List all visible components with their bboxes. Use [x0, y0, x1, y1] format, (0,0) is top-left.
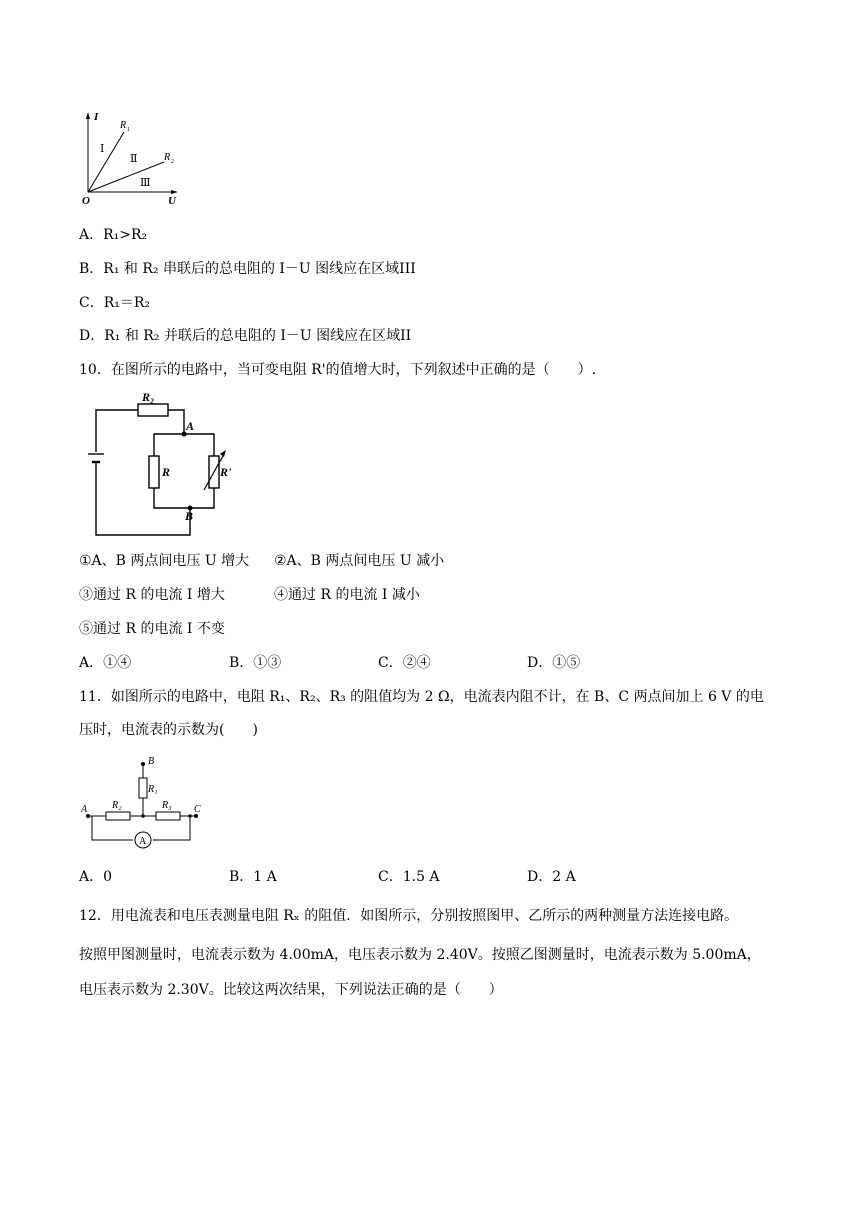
q10-option-c: C．②④: [378, 655, 431, 671]
q11-b-label: B: [148, 756, 155, 767]
region-2-label: Ⅱ: [130, 153, 138, 165]
q10-option-b: B．①③: [229, 655, 282, 671]
q11-option-b: B．1 A: [229, 869, 277, 885]
q11-stem-line2: 压时，电流表的示数为( ): [79, 722, 258, 738]
q11-r2-label: R₂: [112, 800, 122, 811]
q9-option-d: D．R₁ 和 R₂ 并联后的总电阻的 I－U 图线应在区域II: [79, 328, 412, 344]
q11-circuit-figure: [78, 752, 208, 850]
q11-ammeter-label: A: [139, 836, 147, 847]
q10-option-d: D．①⑤: [527, 655, 581, 671]
axis-i-label: I: [94, 111, 99, 123]
q11-c-label: C: [194, 804, 201, 815]
q11-option-d: D．2 A: [527, 869, 576, 885]
q10-statement-1: ①A、B 两点间电压 U 增大: [79, 553, 250, 569]
q11-option-c: C．1.5 A: [378, 869, 440, 885]
q10-b-label: B: [185, 509, 194, 523]
q9-option-a: A．R₁>R₂: [79, 227, 148, 243]
q11-a-label: A: [81, 804, 88, 815]
q10-statement-5: ⑤通过 R 的电流 I 不变: [79, 621, 225, 637]
q10-statement-3: ③通过 R 的电流 I 增大: [79, 587, 225, 603]
iu-graph-figure: [78, 108, 188, 208]
q10-statement-4: ④通过 R 的电流 I 减小: [274, 587, 420, 603]
r1-line: [88, 132, 124, 192]
q10-r-label: R: [162, 465, 171, 479]
q11-r3-label: R₃: [162, 800, 172, 811]
q11-option-a: A．0: [79, 869, 113, 885]
r2-line: [88, 162, 164, 192]
q12-line3: 电压表示数为 2.30V。比较这两次结果，下列说法正确的是（ ）: [79, 982, 503, 998]
q9-option-c: C．R₁＝R₂: [79, 295, 151, 311]
region-1-label: Ⅰ: [100, 143, 105, 155]
q10-circuit-figure: [86, 390, 236, 540]
r1-sub: 1: [127, 127, 130, 133]
q10-stem: 10．在图所示的电路中，当可变电阻 R'的值增大时，下列叙述中正确的是（ ）.: [79, 362, 597, 378]
r2-label: R: [164, 152, 171, 163]
axis-u-label: U: [168, 195, 176, 207]
q10-r2-label: R₂: [142, 390, 155, 404]
q9-option-b: B．R₁ 和 R₂ 串联后的总电阻的 I－U 图线应在区域III: [79, 261, 416, 277]
r2-sub: 2: [171, 159, 174, 165]
q10-rp-label: R': [220, 465, 232, 479]
origin-label: O: [82, 195, 90, 207]
r1-label: R: [120, 120, 127, 131]
q10-a-label: A: [186, 419, 195, 433]
q10-option-a: A．①④: [79, 655, 132, 671]
q11-stem-line1: 11．如图所示的电路中，电阻 R₁、R₂、R₃ 的阻值均为 2 Ω，电流表内阻不计，在 B、C 两点间加上 6 V 的电: [79, 689, 764, 705]
q12-line2: 按照甲图测量时，电流表示数为 4.00mA，电压表示数为 2.40V。按照乙图测量时，电流表示数为 5.00mA，: [79, 947, 761, 963]
region-3-label: Ⅲ: [140, 177, 151, 189]
q12-line1: 12．用电流表和电压表测量电阻 Rₓ 的阻值．如图所示，分别按照图甲、乙所示的两种测量方法连接电路。: [79, 908, 739, 924]
q10-statement-2: ②A、B 两点间电压 U 减小: [274, 553, 445, 569]
q11-r1-label: R₁: [148, 784, 158, 795]
